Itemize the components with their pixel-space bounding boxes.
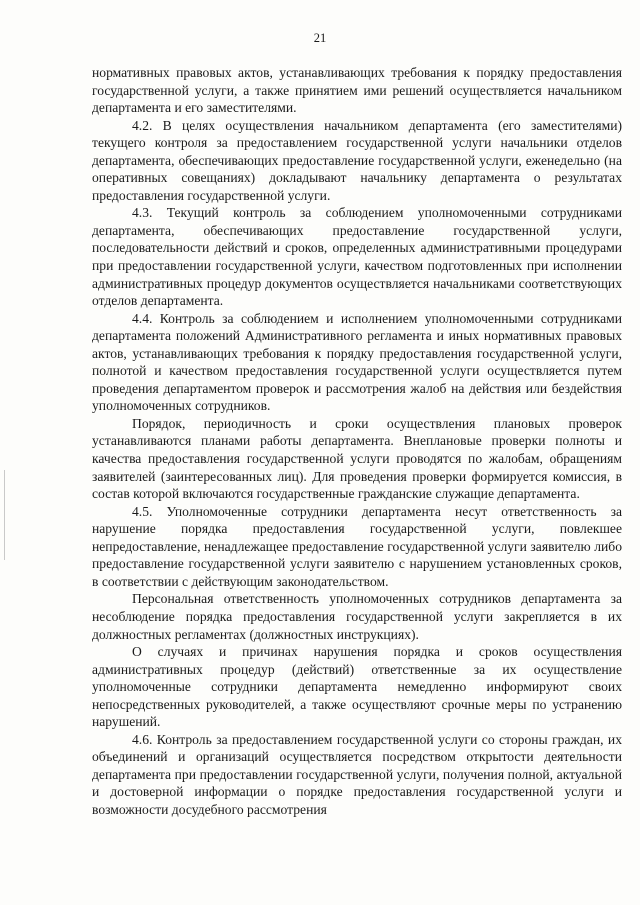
paragraph-continuation: нормативных правовых актов, устанавливающих требования к порядку предоставления государственной услуги, а также принятием ими решений осуществляется начальником департамента и его заместителями.: [92, 65, 622, 116]
paragraph-personal-responsibility: Персональная ответственность уполномоченных сотрудников департамента за несоблюдение порядка предоставления государственной услуги закрепляется в их должностных регламентах (должностных инструкциях).: [92, 591, 622, 642]
scan-edge-mark: [4, 470, 5, 560]
paragraph-4-2: 4.2. В целях осуществления начальником департамента (его заместителями) текущего контроля за предоставлением государственной услуги начальники отделов департамента, обеспечивающих предоставление государственной услуги, еженедельно (на оперативных совещаниях) докладывают начальнику департамента о результатах предоставления государственной услуги.: [92, 117, 622, 203]
paragraph-violation-reporting: О случаях и причинах нарушения порядка и сроков осуществления административных процедур (действий) ответственные за их осуществление уполномоченные сотрудники департамента немедленно информируют своих непосредственных руководителей, а также осуществляют срочные меры по устранению нарушений.: [92, 644, 622, 730]
paragraph-4-6: 4.6. Контроль за предоставлением государственной услуги со стороны граждан, их объединений и организаций осуществляется посредством открытости деятельности департамента при предоставлении государственной услуги, получения полной, актуальной и достоверной информации о порядке предоставления государственной услуги и возможности досудебного рассмотрения: [92, 731, 622, 817]
paragraph-4-3: 4.3. Текущий контроль за соблюдением уполномоченными сотрудниками департамента, обеспечивающих предоставление государственной услуги, последовательности действий и сроков, определенных административными процедурами при предоставлении государственной услуги, качеством подготовленных при исполнении административных процедур документов осуществляется начальниками соответствующих отделов департамента.: [92, 205, 622, 309]
paragraph-inspection-order: Порядок, периодичность и сроки осуществления плановых проверок устанавливаются планами работы департамента. Внеплановые проверки полноты и качества предоставления государственной услуги проводятся по жалобам, обращениям заявителей (заинтересованных лиц). Для проведения проверки формируется комиссия, в состав которой включаются государственные гражданские служащие департамента.: [92, 415, 622, 502]
paragraph-4-4: 4.4. Контроль за соблюдением и исполнением уполномоченными сотрудниками департамента положений Административного регламента и иных нормативных правовых актов, устанавливающих требования к порядку предоставления государственной услуги, полнотой и качеством предоставления государственной услуги осуществляется путем проведения департаментом проверок и рассмотрения жалоб на действия или бездействия уполномоченных сотрудников.: [92, 310, 622, 414]
page-number: 21: [313, 31, 327, 45]
document-body: [92, 64, 622, 819]
paragraph-4-5: 4.5. Уполномоченные сотрудники департамента несут ответственность за нарушение порядка предоставления государственной услуги, повлекшее непредоставление, ненадлежащее предоставление государственной услуги заявителю либо предоставление государственной услуги заявителю с нарушением установленных сроков, в соответствии с действующим законодательством.: [92, 503, 622, 589]
